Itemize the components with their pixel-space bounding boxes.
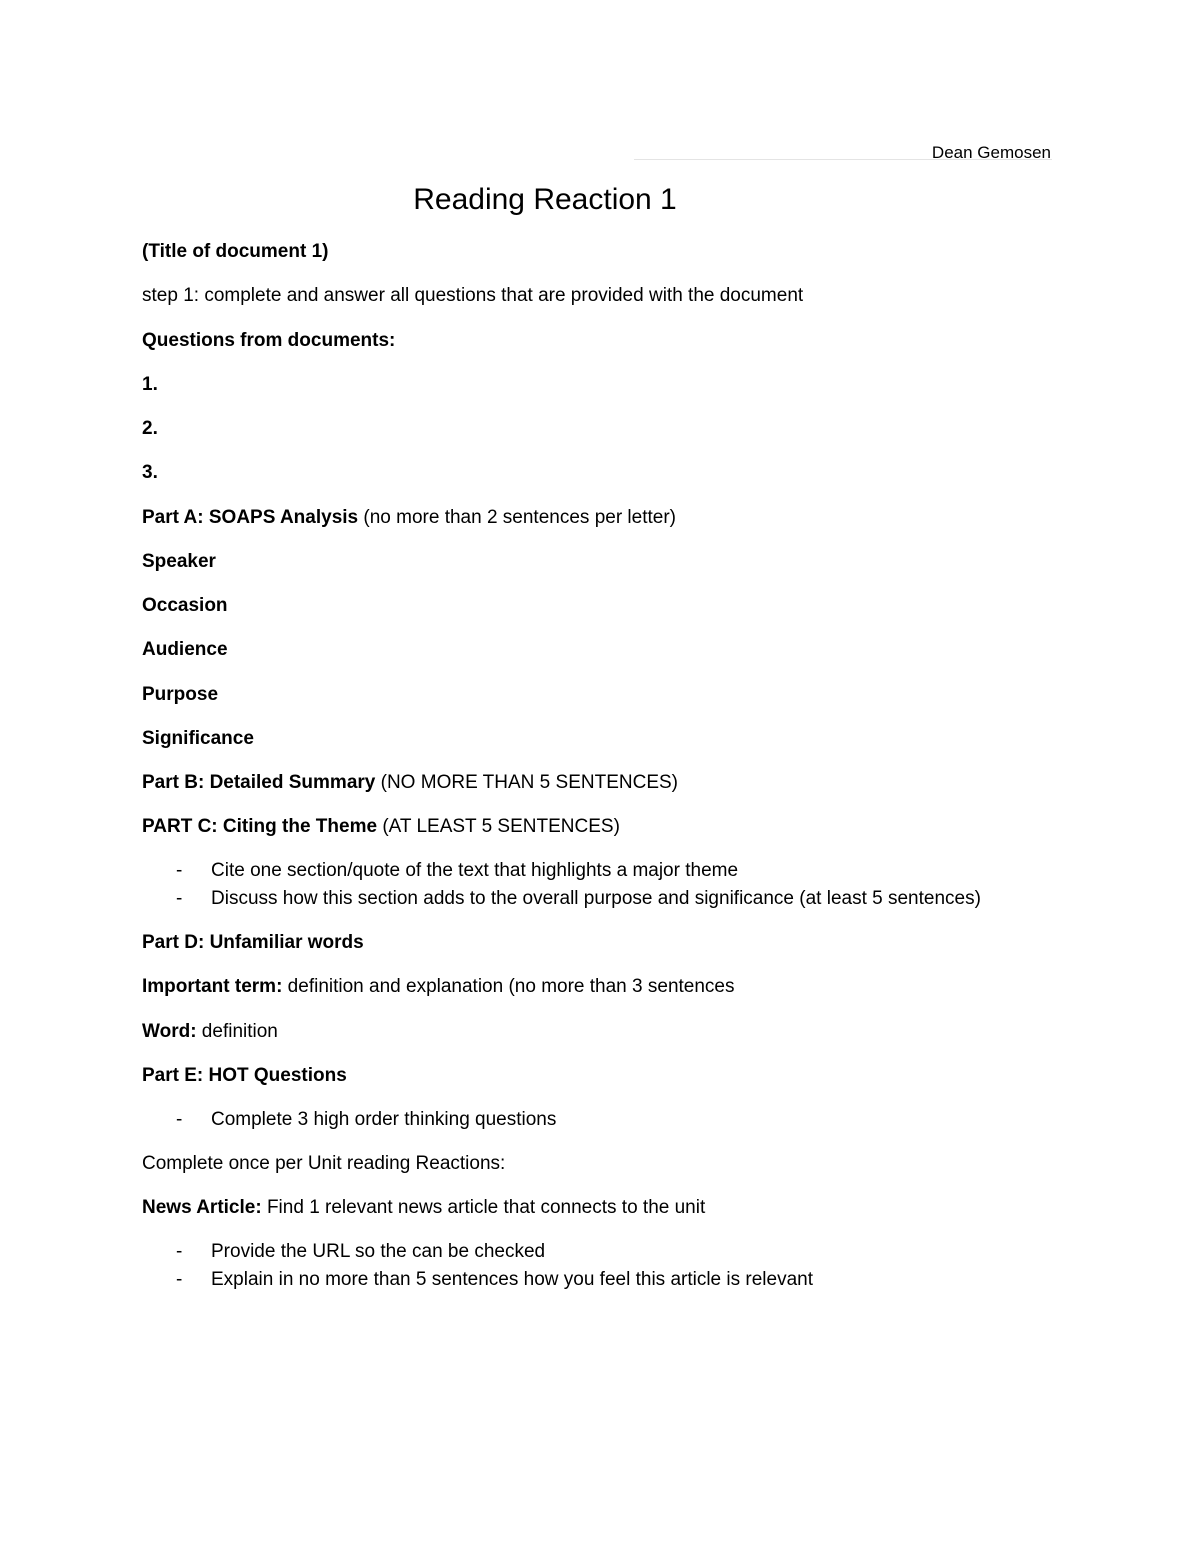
news-article-line — [142, 1196, 705, 1220]
doc-title-placeholder: (Title of document 1) — [142, 241, 329, 262]
important-term-line — [142, 975, 735, 999]
author-name: Dean Gemosen — [931, 143, 1051, 162]
part-d-heading: Part D: Unfamiliar words — [142, 932, 364, 953]
question-number: 1. — [142, 374, 158, 395]
step-1-instruction: step 1: complete and answer all questions that are provided with the document — [142, 285, 804, 306]
soaps-item: Speaker — [142, 551, 216, 572]
soaps-item: Audience — [142, 639, 228, 660]
bullet-dash: - — [176, 1269, 183, 1290]
part-b-label: Part B: Detailed Summary — [142, 772, 376, 793]
part-e-bullet: Complete 3 high order thinking questions — [211, 1109, 557, 1130]
bullet-dash: - — [176, 1109, 183, 1130]
part-a-heading — [142, 506, 676, 530]
bullet-dash: - — [176, 888, 183, 909]
question-number: 3. — [142, 462, 158, 483]
questions-heading: Questions from documents: — [142, 330, 396, 351]
news-article-bullet: Explain in no more than 5 sentences how you feel this article is relevant — [211, 1269, 813, 1290]
bullet-dash: - — [176, 860, 183, 881]
bullet-dash: - — [176, 1241, 183, 1262]
part-c-note: (AT LEAST 5 SENTENCES) — [377, 816, 620, 837]
important-term-label: Important term: — [142, 976, 283, 997]
part-c-label: PART C: Citing the Theme — [142, 816, 378, 837]
document-title: Reading Reaction 1 — [413, 183, 677, 216]
news-article-label: News Article: — [142, 1197, 262, 1218]
part-a-label: Part A: SOAPS Analysis — [142, 507, 359, 528]
important-term-text: definition and explanation (no more than 3 sentences — [282, 976, 735, 997]
news-article-bullet: Provide the URL so the can be checked — [211, 1241, 546, 1262]
part-c-bullet: Cite one section/quote of the text that highlights a major theme — [211, 860, 739, 881]
word-line — [142, 1020, 278, 1044]
part-b-heading — [142, 771, 678, 795]
part-e-heading: Part E: HOT Questions — [142, 1065, 347, 1086]
question-number: 2. — [142, 418, 158, 439]
soaps-item: Significance — [142, 728, 254, 749]
part-b-note: (NO MORE THAN 5 SENTENCES) — [375, 772, 678, 793]
part-c-heading — [142, 815, 620, 839]
soaps-item: Purpose — [142, 684, 219, 705]
word-label: Word: — [142, 1021, 197, 1042]
soaps-item: Occasion — [142, 595, 228, 616]
word-text: definition — [196, 1021, 278, 1042]
news-article-text: Find 1 relevant news article that connects to the unit — [261, 1197, 706, 1218]
once-per-unit-line: Complete once per Unit reading Reactions: — [142, 1153, 506, 1174]
part-c-bullet: Discuss how this section adds to the overall purpose and significance (at least 5 sentences) — [211, 888, 981, 909]
part-a-note: (no more than 2 sentences per letter) — [358, 507, 676, 528]
